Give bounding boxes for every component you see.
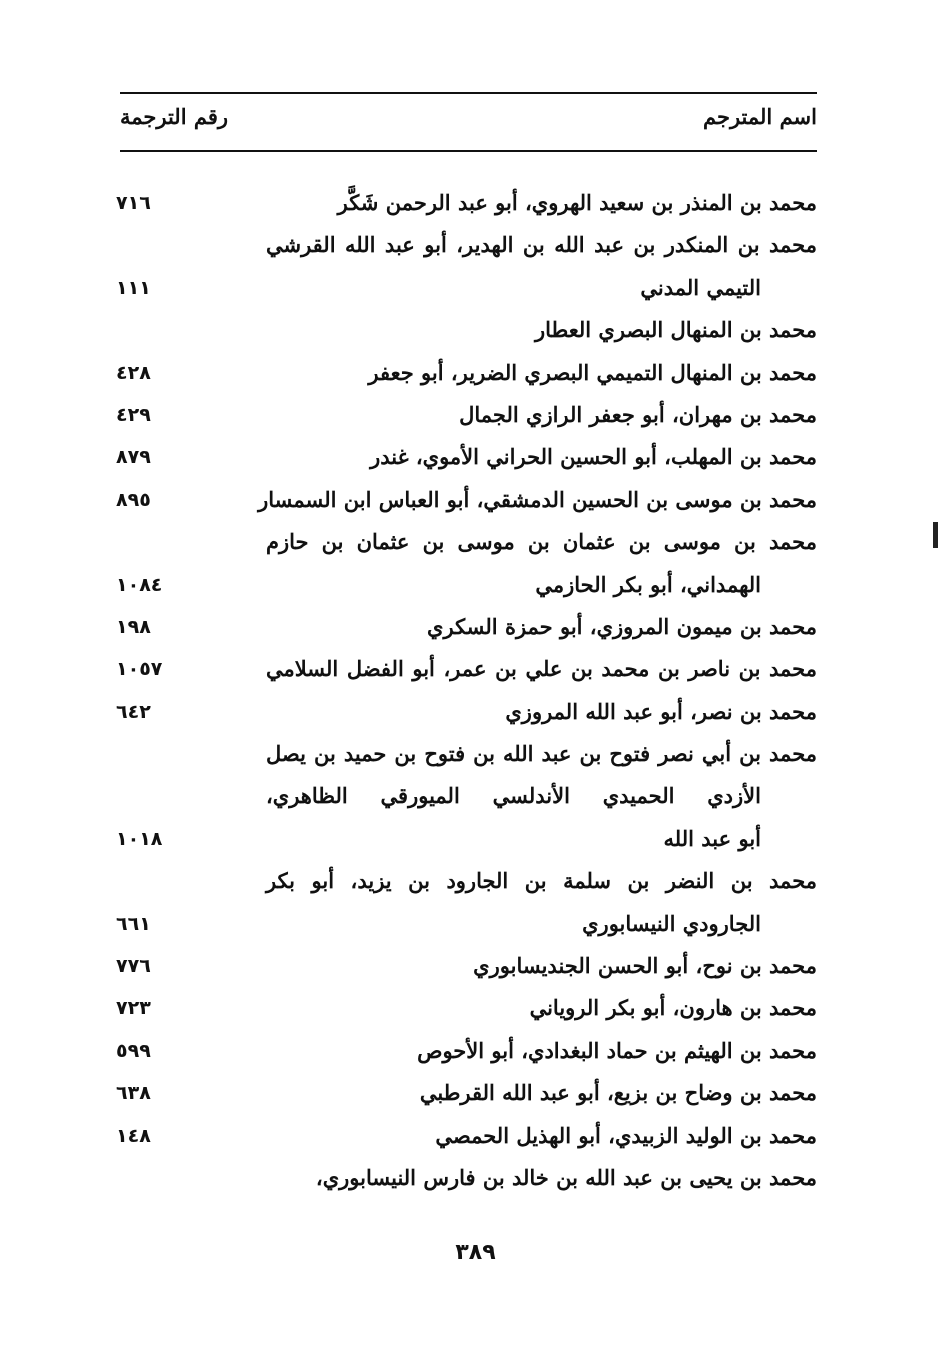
entry-line: [0, 991, 951, 1033]
entry-line: [0, 271, 951, 313]
entry-number: ٧١٦: [116, 192, 151, 214]
entry-line: [0, 313, 951, 355]
entry-text: محمد بن موسى بن عثمان بن موسى بن عثمان بن حازم: [266, 529, 817, 555]
entry-line: [0, 907, 951, 949]
entry-text: أبو عبد الله: [663, 825, 761, 851]
entry-line: [0, 695, 951, 737]
column-header-name: اسم المترجم: [703, 104, 817, 129]
entry-number: ٦٤٢: [116, 700, 151, 723]
entry-number: ١٤٨: [116, 1124, 151, 1147]
entry-number: ٤٢٩: [116, 403, 151, 426]
entry-line: [0, 483, 951, 525]
entry-number: ٨٧٩: [116, 446, 151, 469]
entry-text: محمد بن الوليد الزبيدي، أبو الهذيل الحمصي: [435, 1122, 817, 1148]
entry-line: [0, 822, 951, 864]
entry-text: التيمي المدني: [640, 274, 761, 300]
entry-number: ٥٩٩: [116, 1039, 151, 1062]
entry-line: [0, 1119, 951, 1161]
entry-line: [0, 228, 951, 270]
page-number: ٣٨٩: [455, 1240, 496, 1265]
entry-text: محمد بن المنهال التميمي البصري الضرير، أبو جعفر: [368, 359, 817, 385]
entry-text: محمد بن يحيى بن عبد الله بن خالد بن فارس النيسابوري،: [315, 1164, 817, 1190]
entry-number: ١٠٨٤: [116, 573, 163, 596]
entry-number: ٤٢٨: [116, 361, 151, 384]
entry-number: ١٩٨: [116, 615, 151, 638]
entry-text: محمد بن مهران، أبو جعفر الرازي الجمال: [459, 401, 817, 427]
entry-line: [0, 568, 951, 610]
entry-line: [0, 652, 951, 694]
entry-text: الهمداني، أبو بكر الحازمي: [535, 571, 761, 597]
entry-line: [0, 1076, 951, 1118]
entry-text: الأزدي الحميدي الأندلسي الميورقي الظاهري،: [266, 783, 761, 809]
entry-text: محمد بن ميمون المروزي، أبو حمزة السكري: [427, 613, 817, 639]
entry-text: محمد بن هارون، أبو بكر الروياني: [529, 995, 817, 1021]
entry-line: [0, 737, 951, 779]
entry-line: [0, 949, 951, 991]
entry-line: [0, 610, 951, 652]
entry-line: [0, 1034, 951, 1076]
entry-text: محمد بن المنذر بن سعيد الهروي، أبو عبد الرحمن شَكَّر: [337, 190, 817, 215]
entry-line: [0, 779, 951, 821]
entry-text: الجارودي النيسابوري: [582, 910, 761, 936]
entry-text: محمد بن نوح، أبو الحسن الجنديسابوري: [473, 953, 817, 979]
entry-text: محمد بن الهيثم بن حماد البغدادي، أبو الأحوص: [417, 1037, 817, 1063]
header-bottom-rule: [120, 150, 817, 152]
entry-text: محمد بن المنهال البصري العطار: [534, 317, 817, 343]
margin-edge-mark: [933, 522, 938, 548]
entry-number: ١٠١٨: [116, 827, 163, 850]
entry-text: محمد بن موسى بن الحسين الدمشقي، أبو العباس ابن السمسار: [258, 486, 817, 512]
entry-text: محمد بن المهلب، أبو الحسين الحراني الأموي، غندر: [370, 444, 817, 470]
entry-line: [0, 1161, 951, 1203]
entry-number: ٧٢٣: [116, 997, 151, 1020]
header-top-rule: [120, 92, 817, 94]
entry-line: [0, 398, 951, 440]
entry-text: محمد بن ناصر بن محمد بن علي بن عمر، أبو الفضل السلامي: [266, 656, 817, 682]
entry-line: [0, 186, 951, 228]
entry-number: ٦٦١: [116, 912, 151, 935]
entries-list: [0, 186, 951, 1203]
entry-text: محمد بن أبي نصر فتوح بن عبد الله بن فتوح بن حميد بن يصل: [266, 741, 817, 767]
entry-number: ٨٩٥: [116, 488, 151, 511]
entry-line: [0, 864, 951, 906]
entry-line: [0, 440, 951, 482]
entry-number: ٦٣٨: [116, 1082, 151, 1105]
entry-line: [0, 525, 951, 567]
column-header-number: رقم الترجمة: [120, 104, 229, 129]
entry-number: ١١١: [116, 276, 151, 299]
entry-number: ١٠٥٧: [116, 658, 163, 681]
entry-text: محمد بن المنكدر بن عبد الله بن الهدير، أبو عبد الله القرشي: [266, 232, 817, 258]
entry-text: محمد بن وضاح بن بزيع، أبو عبد الله القرطبي: [419, 1080, 817, 1106]
entry-text: محمد بن النضر بن سلمة بن الجارود بن يزيد، أبو بكر: [266, 868, 817, 894]
entry-text: محمد بن نصر، أبو عبد الله المروزي: [505, 698, 817, 724]
entry-number: ٧٧٦: [116, 955, 151, 978]
entry-line: [0, 356, 951, 398]
